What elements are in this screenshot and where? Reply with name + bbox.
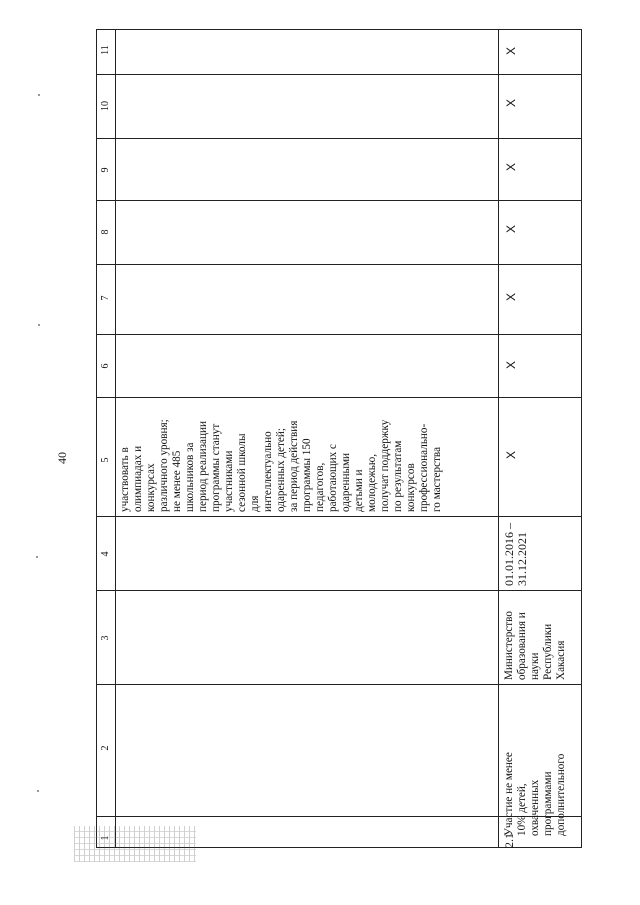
header-col-11: 11 [100, 45, 111, 55]
cell-col-10-mark: Х [504, 99, 518, 108]
page-number: 40 [55, 452, 69, 464]
header-col-3: 3 [100, 635, 111, 641]
header-col-2: 2 [100, 745, 111, 751]
header-col-4: 4 [100, 551, 111, 557]
faded-stamp-mark [74, 826, 196, 862]
header-col-10: 10 [100, 101, 111, 111]
cell-col-5-mark: Х [504, 451, 518, 460]
header-col-6: 6 [100, 363, 111, 369]
column-divider-10-9 [97, 138, 581, 139]
cell-col-6-mark: Х [504, 361, 518, 370]
data-row-divider [498, 30, 499, 847]
column-divider-9-8 [97, 200, 581, 201]
column-divider-11-10 [97, 74, 581, 75]
column-divider-5-4 [97, 516, 581, 517]
column-divider-7-6 [97, 334, 581, 335]
scan-speck [36, 556, 38, 558]
header-col-5: 5 [100, 457, 111, 463]
cell-col-8-mark: Х [504, 225, 518, 234]
header-row-divider [115, 30, 116, 847]
cell-col-3-text: Министерство образования и науки Республики Хакасия [503, 611, 567, 680]
header-col-9: 9 [100, 167, 111, 173]
scan-speck [38, 94, 40, 96]
column-divider-8-7 [97, 264, 581, 265]
cell-col-11-mark: Х [504, 47, 518, 56]
cell-col-9-mark: Х [504, 163, 518, 172]
cell-col-2-text: Участие не менее 10% детей, охваченных программами дополнительного [503, 752, 567, 836]
cell-col-7-mark: Х [504, 293, 518, 302]
cell-col-4-text: 01.01.2016 – 31.12.2021 [502, 523, 529, 586]
column-divider-3-2 [97, 684, 581, 685]
header-col-8: 8 [100, 229, 111, 235]
scan-speck [38, 324, 40, 326]
scan-speck [37, 790, 39, 792]
cell-col-5-text: участвовать в олимпиадах и конкурсах различного уровня; не менее 485 школьников за период реализации программы станут участниками сезонной школы для интеллектуально одаренных детей; за период действия программы 150 педагогов, работающих с одаренными детьми и молодежью, получат поддержку по результатам конкурсов профессионально- го мастерства [119, 419, 443, 512]
column-divider-6-5 [97, 397, 581, 398]
header-col-7: 7 [100, 295, 111, 301]
row-number: 2.1 [502, 833, 516, 848]
column-divider-4-3 [97, 590, 581, 591]
header-col-1: 1 [100, 835, 111, 841]
